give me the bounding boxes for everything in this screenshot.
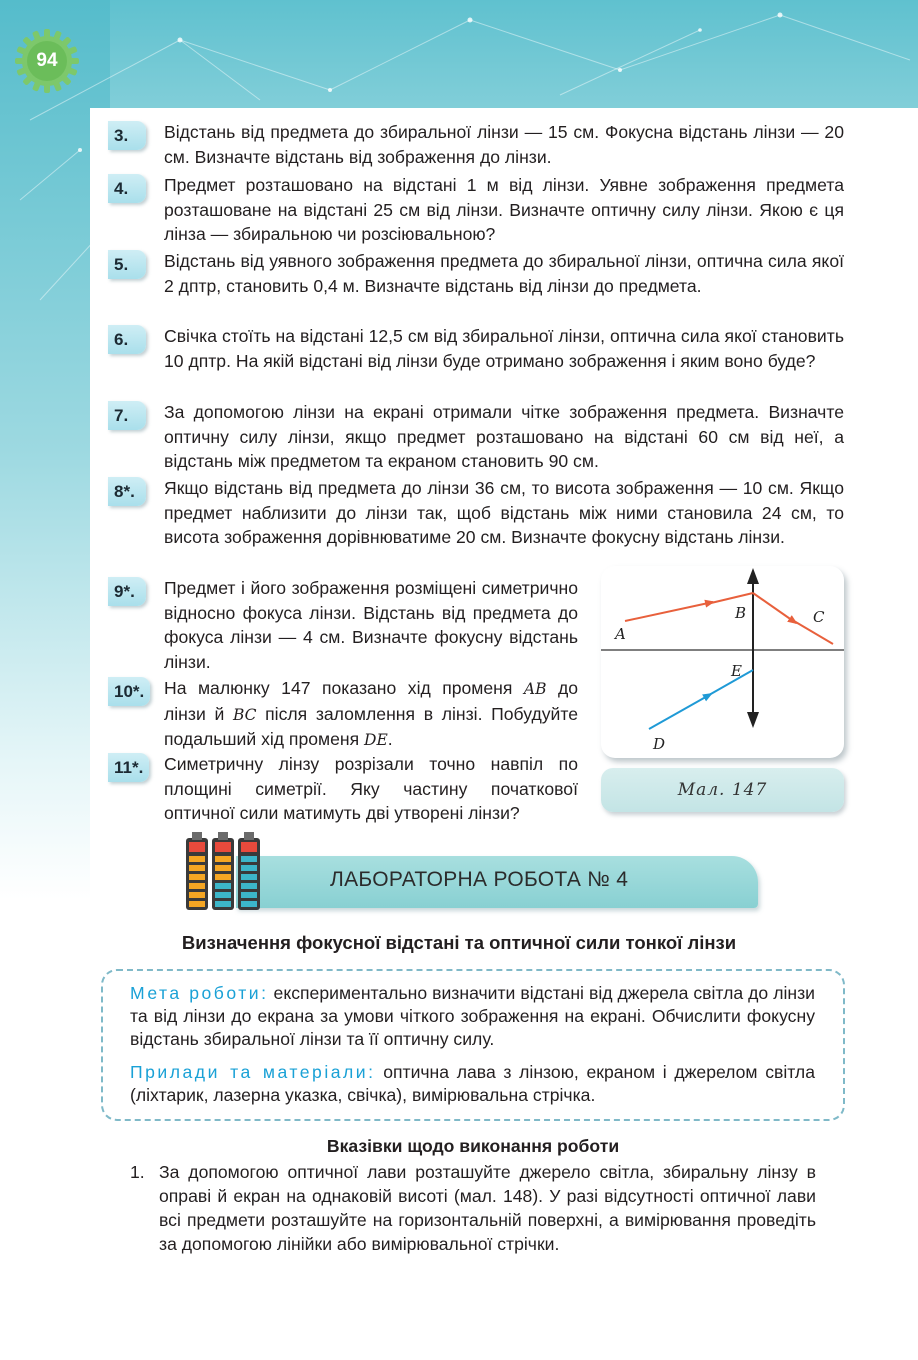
problem-text: За допомогою лінзи на екрані отримали чітке зображення предмета. Визначте оптичну силу лінзи, якщо предмет розташовано на відстані 60 см від неї, а відстань між предметом та екраном становить 90 см.: [164, 402, 844, 471]
materials-text: оптична лава з лінзою, екраном і джерелом світла (ліхтарик, лазерна указка, свічка), вимірювальна стрічка.: [130, 1062, 815, 1105]
problem-text: На малюнку 147 показано хід променя AB до лінзи й BC після заломлення в лінзі. Побудуйте подальший хід променя DE.: [164, 678, 578, 749]
problem-text: Предмет і його зображення розміщені симетрично відносно фокуса лінзи. Відстань від предмета до фокуса лінзи — 4 см. Визначте фокусну відстань лінзи.: [164, 578, 578, 672]
batteries-icon: [182, 832, 262, 912]
ray-de: [649, 694, 711, 729]
ray-bc: [753, 593, 796, 623]
step-number: 1.: [130, 1162, 145, 1182]
ray-diagram: [601, 566, 844, 758]
ray-ab: [625, 602, 713, 621]
problem-number: 9*.: [108, 577, 146, 606]
problem-number: 8*.: [108, 477, 146, 506]
lens-arrow-top: [747, 568, 759, 584]
goal-label: Мета роботи:: [130, 983, 269, 1003]
materials-paragraph: [130, 1061, 815, 1107]
label-a: A: [615, 625, 626, 643]
problem-text: Якщо відстань від предмета до лінзи 36 см, то висота зображення — 10 см. Якщо предмет наблизити до лінзи так, щоб відстань між ними становила 24 см, то висота зображення дорівнюватиме 20 см. Визначте фокусну відстань лінзи.: [164, 478, 844, 547]
problem-text: Предмет розташовано на відстані 1 м від лінзи. Уявне зображення предмета розташоване на відстані 25 см від лінзи. Визначте оптичну силу лінзи. Якою є ця лінза — збиральною чи розсіювальною?: [164, 175, 844, 244]
label-c: C: [813, 608, 825, 626]
instructions-heading: Вказівки щодо виконання роботи: [326, 1136, 620, 1156]
lab-heading: Визначення фокусної відстані та оптичної сили тонкої лінзи: [181, 932, 737, 953]
label-e: E: [731, 662, 742, 680]
page-number: 94: [36, 50, 58, 71]
problem-number: 7.: [108, 401, 146, 430]
ray-ab-rest: [711, 593, 753, 603]
goal-text: експериментально визначити відстані від джерела світла до лінзи та від лінзи до екрана за умови чіткого зображення на екрані. Обчислити фокусну відстань збиральної лінзи та її оптичну силу.: [130, 983, 815, 1049]
goal-paragraph: [130, 982, 815, 1051]
figure-147: [601, 566, 844, 758]
problem-text: Відстань від предмета до збиральної лінзи — 15 см. Фокусна відстань лінзи — 20 см. Визначте відстань від зображення до лінзи.: [164, 122, 844, 167]
lens-arrow-bottom: [747, 712, 759, 728]
problem-number: 3.: [108, 121, 146, 150]
problem-number: 11*.: [108, 753, 149, 782]
problem-text: Свічка стоїть на відстані 12,5 см від збиральної лінзи, оптична сила якої становить 10 дптр. На якій відстані від лінзи буде отримано зображення і яким воно буде?: [164, 326, 844, 371]
problem-number: 5.: [108, 250, 146, 279]
problem-number: 6.: [108, 325, 146, 354]
problem-text: Відстань від уявного зображення предмета до збиральної лінзи, оптична сила якої 2 дптр, становить 0,4 м. Визначте відстань від лінзи до предмета.: [164, 251, 844, 296]
step-text: За допомогою оптичної лави розташуйте джерело світла, збиральну лінзу в оправі й екран на однаковій висоті (мал. 148). У разі відсутності оптичної лави всі предмети розташуйте на горизонтальній поверхні, а вимірювання проведіть за допомогою лінійки або вимірювальної стрічки.: [159, 1162, 816, 1254]
problem-number: 4.: [108, 174, 146, 203]
lab-title: ЛАБОРАТОРНА РОБОТА № 4: [330, 868, 629, 891]
figure-caption: Мал. 147: [601, 768, 844, 812]
problem-number: 10*.: [108, 677, 150, 706]
materials-label: Прилади та матеріали:: [130, 1062, 376, 1082]
label-b: B: [735, 604, 747, 622]
problem-text: Симетричну лінзу розрізали точно навпіл по площині симетрії. Яку частину початкової оптичної сили матимуть дві утворені лінзи?: [164, 754, 578, 823]
label-d: D: [653, 735, 666, 753]
